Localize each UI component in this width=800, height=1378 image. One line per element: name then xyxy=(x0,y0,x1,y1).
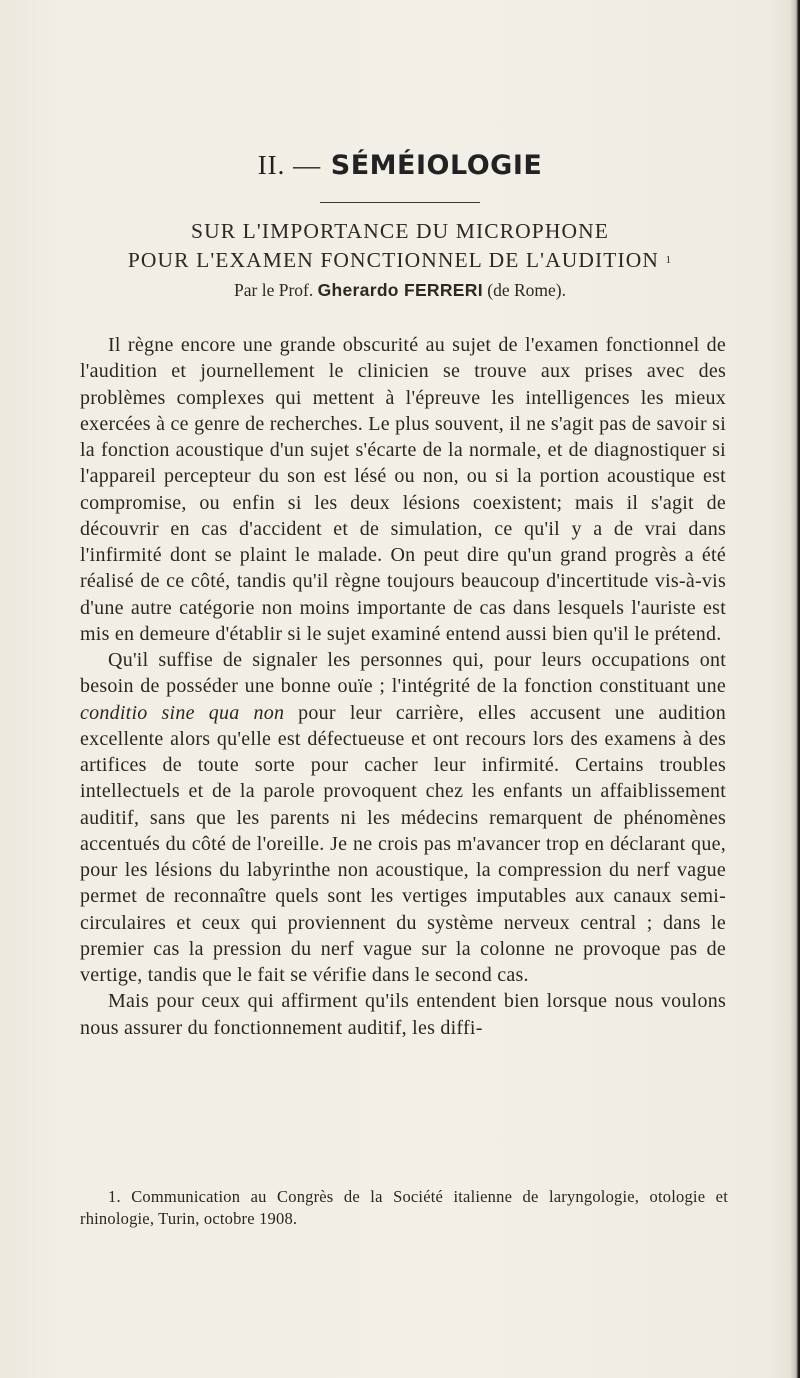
article-title xyxy=(0,217,800,279)
article-body xyxy=(80,332,726,1041)
section-number: II. — xyxy=(257,150,322,180)
section-heading xyxy=(0,150,800,181)
byline xyxy=(0,280,800,301)
paragraph-2-before: Qu'il suffise de signaler les personnes qui, pour leurs occupations ont besoin de posséder une bonne ouïe ; l'intégrité de la fonction constituant une xyxy=(80,649,726,698)
footnote-marker: 1 xyxy=(665,254,673,266)
article-title-line-1: SUR L'IMPORTANCE DU MICROPHONE xyxy=(191,219,609,243)
footnote xyxy=(80,1186,728,1230)
page-edge-shadow xyxy=(790,0,800,1378)
paragraph-3: Mais pour ceux qui affirment qu'ils entendent bien lorsque nous voulons nous assurer du fonctionnement auditif, les diffi- xyxy=(80,990,726,1039)
latin-phrase: conditio sine qua non xyxy=(80,701,285,724)
paragraph-2 xyxy=(80,647,726,988)
footnote-text: 1. Communication au Congrès de la Société italienne de laryngologie, otologie et rhinologie, Turin, octobre 1908. xyxy=(80,1187,728,1228)
byline-suffix: (de Rome). xyxy=(487,280,566,300)
section-title: SÉMÉIOLOGIE xyxy=(330,150,543,181)
article-title-line-2-text: POUR L'EXAMEN FONCTIONNEL DE L'AUDITION xyxy=(127,248,660,272)
paragraph-1: Il règne encore une grande obscurité au sujet de l'examen fonctionnel de l'audition et journellement le clinicien se trouve aux prises avec des problèmes complexes qui mettent à l'épreuve les intelligences les mieux exercées à ce genre de recherches. Le plus souvent, il ne s'agit pas de savoir si la fonction acoustique d'un sujet s'écarte de la normale, et de diagnostiquer si l'appareil percepteur du son est lésé ou non, ou si la portion acoustique est compromise, ou enfin si les deux lésions coexistent; mais il s'agit de découvrir en cas d'accident et de simulation, ce qu'il y a de vrai dans l'infirmité dont se plaint le malade. On peut dire qu'un grand progrès a été réalisé de ce côté, tandis qu'il règne toujours beaucoup d'incertitude vis-à-vis d'une autre catégorie non moins importante de cas dans lesquels l'auriste est mis en demeure d'établir si le sujet examiné entend aussi bien qu'il le prétend. xyxy=(80,334,726,645)
article-title-line-2 xyxy=(0,246,800,279)
byline-prefix: Par le Prof. xyxy=(234,280,314,300)
paragraph-2-after: pour leur carrière, elles accusent une audition excellente alors qu'elle est défectueuse et ont recours lors des examens à des artifices de toute sorte pour cacher leur infirmité. Certains troubles intellectuels et de la parole provoquent chez les enfants un affaiblissement auditif, sans que les parents ni les médecins remarquent de phénomènes accentués du côté de l'oreille. Je ne crois pas m'avancer trop en déclarant que, pour les lésions du labyrinthe non acoustique, la compression du nerf vague permet de reconnaître quels sont les vertiges imputables aux canaux semi-circulaires et ceux qui proviennent du système nerveux central ; dans le premier cas la pression du nerf vague sur la colonne ne provoque pas de vertige, tandis que le fait se vérifie dans le second cas. xyxy=(80,701,726,986)
author-name: Gherardo FERRERI xyxy=(317,280,483,300)
title-rule xyxy=(320,202,480,203)
